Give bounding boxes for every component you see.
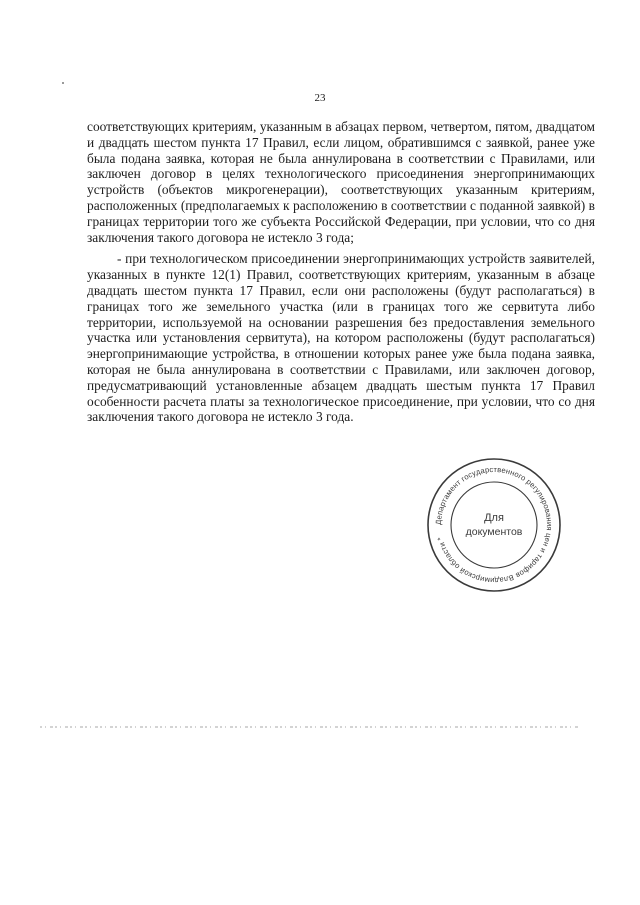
scan-artifact-dotted-line	[40, 726, 580, 728]
official-stamp	[424, 455, 564, 595]
paragraph-list-item: - при технологическом присоединении энергопринимающих устройств заявителей, указанных в пункте 12(1) Правил, соответствующих критериям, указанным в абзаце двадцать шестом пункта 17 Правил, если они расположены (будут располагаться) в границах того же земельного участка (или в границах того же сервитута либо территории, используемой на основании разрешения без предоставления земельного участка или установления сервитута), на котором расположены (будут располагаться) энергопринимающие устройства, в отношении которых ранее уже была подана заявка, которая не была аннулирована в соответствии с Правилами, или заключен договор, предусматривающий установленные абзацем двадцать шестым пункта 17 Правил особенности расчета платы за технологическое присоединение, при условии, что со дня заключения такого договора не истекло 3 года.	[87, 251, 595, 425]
document-body	[87, 119, 595, 431]
stamp-center-line-2: документов	[465, 526, 523, 538]
paragraph-continuation: соответствующих критериям, указанным в абзацах первом, четвертом, пятом, двадцатом и двадцать шестом пункта 17 Правил, если лицом, обратившимся с заявкой, ранее уже была подана заявка, которая не была аннулирована в соответствии с Правилами, или заключен договор в целях технологического присоединения энергопринимающих устройств (объектов микрогенерации), соответствующих указанным критериям, расположенных (предполагаемых к расположению в соответствии с поданной заявкой) в границах территории того же субъекта Российской Федерации, при условии, что со дня заключения такого договора не истекло 3 года;	[87, 119, 595, 245]
stamp-ring-text: Департамент государственного регулирования цен и тарифов Владимирской области *	[433, 464, 555, 586]
stamp-center-line-1: Для	[484, 512, 504, 524]
svg-text:Департамент государственного р	[434, 465, 554, 585]
page-number: 23	[314, 92, 326, 104]
scan-artifact-dot	[62, 82, 64, 84]
